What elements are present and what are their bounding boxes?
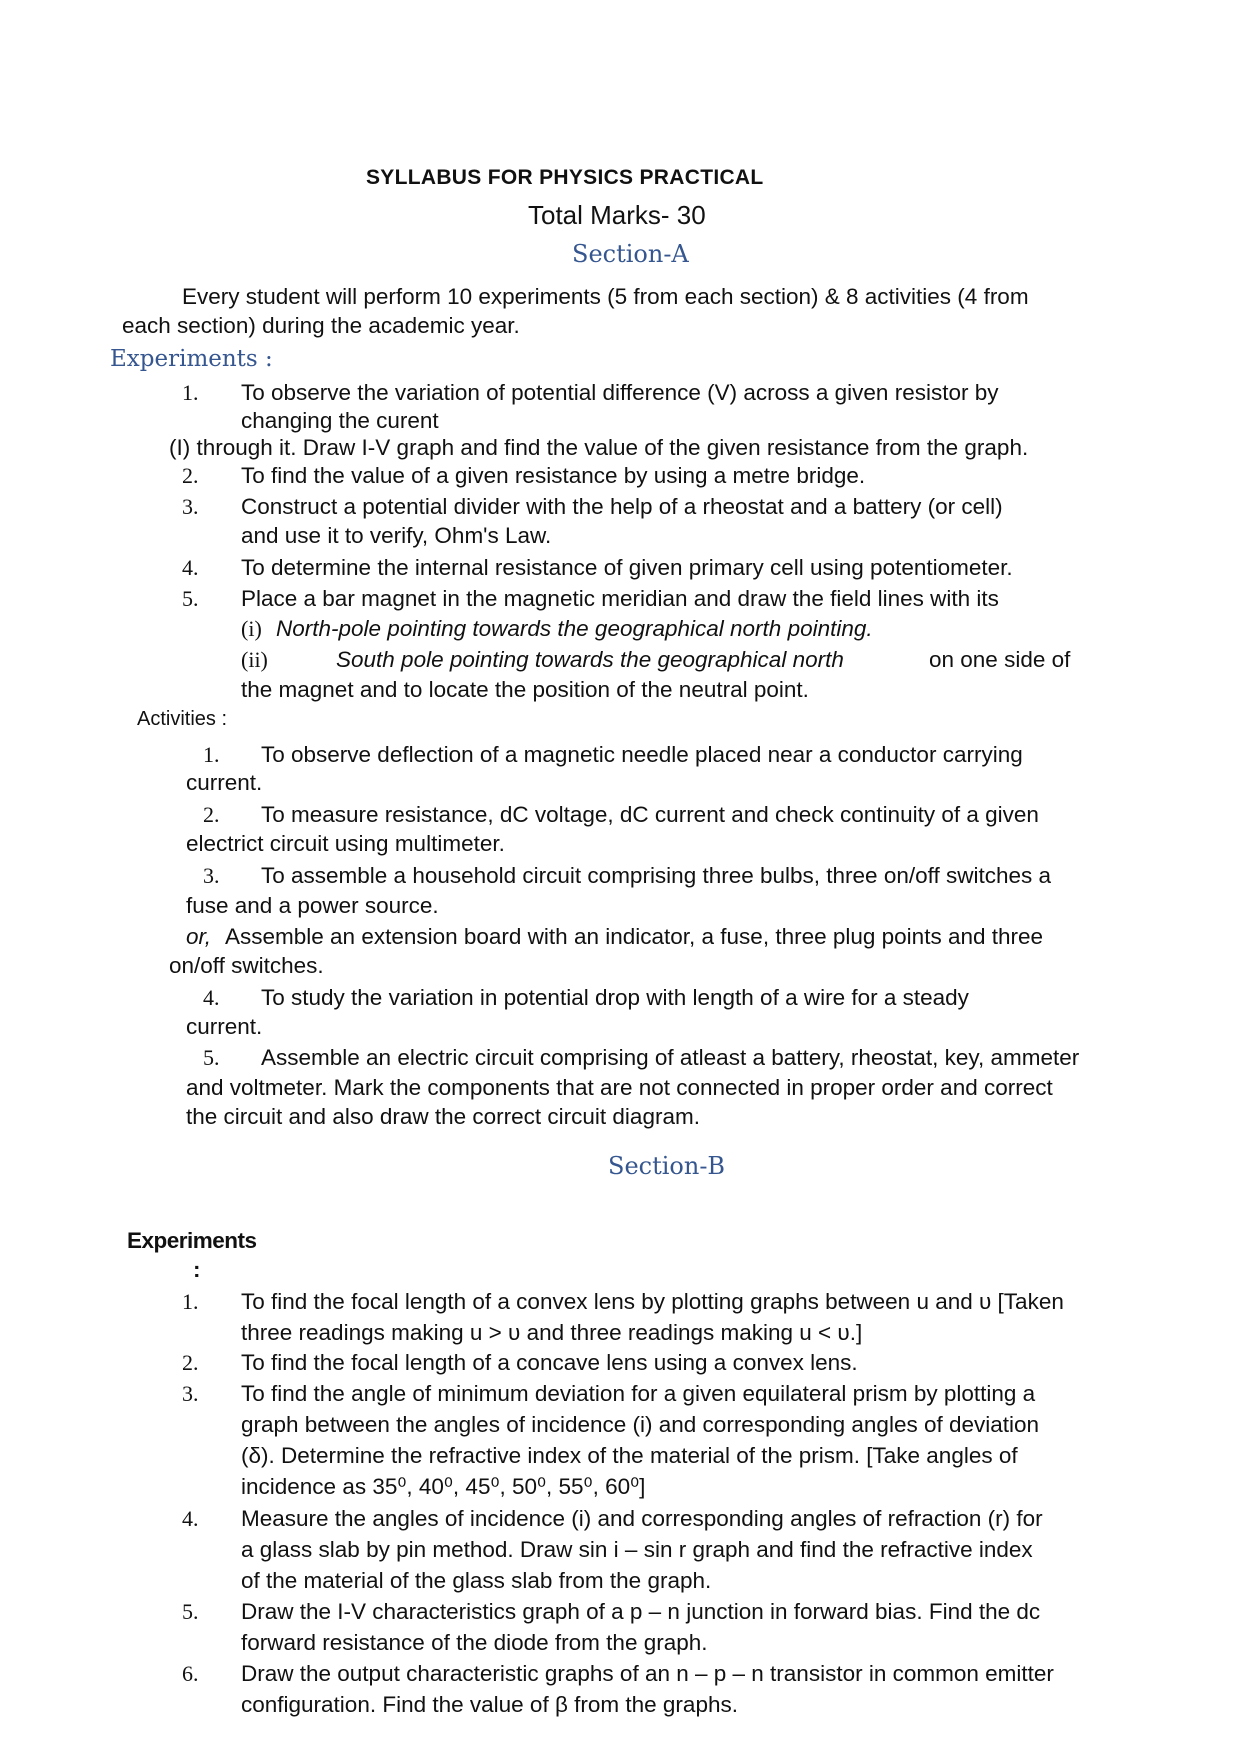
experiment-a2-line-1: To find the value of a given resistance by using a metre bridge. (241, 463, 866, 488)
experiment-a5-number: 5. (182, 586, 199, 611)
activity-1-number: 1. (203, 742, 220, 767)
experiment-a5-sub-ii-number: (ii) (241, 647, 268, 672)
experiment-a3-line-2: and use it to verify, Ohm's Law. (241, 523, 552, 548)
activity-5-line-2: and voltmeter. Mark the components that are not connected in proper order and correct (186, 1075, 1053, 1100)
experiment-b1-line-1: To find the focal length of a convex lens by plotting graphs between u and υ [Taken (241, 1289, 1064, 1314)
experiment-b4-line-2: a glass slab by pin method. Draw sin i – sin r graph and find the refractive index (241, 1537, 1033, 1562)
activity-3-or-line-1: Assemble an extension board with an indicator, a fuse, three plug points and three (225, 924, 1044, 949)
activity-1-line-2: current. (186, 770, 263, 795)
section-a-heading: Section-A (572, 240, 689, 268)
activity-2-line-1: To measure resistance, dC voltage, dC current and check continuity of a given (261, 802, 1039, 827)
activity-3-line-1: To assemble a household circuit comprising three bulbs, three on/off switches a (261, 863, 1052, 888)
experiment-a5-sub-ii-rest: on one side of (929, 647, 1071, 672)
experiment-a3-line-1: Construct a potential divider with the help of a rheostat and a battery (or cell) (241, 494, 1003, 519)
activity-5-line-3: the circuit and also draw the correct circuit diagram. (186, 1104, 700, 1129)
experiment-b5-line-1: Draw the I-V characteristics graph of a p – n junction in forward bias. Find the dc (241, 1599, 1041, 1624)
activity-5-number: 5. (203, 1045, 220, 1070)
experiment-a2-number: 2. (182, 463, 199, 488)
experiment-a3-number: 3. (182, 494, 199, 519)
experiment-b3-number: 3. (182, 1381, 199, 1406)
experiment-b3-line-4: incidence as 35⁰, 40⁰, 45⁰, 50⁰, 55⁰, 60⁰] (241, 1474, 646, 1499)
experiment-a1-number: 1. (182, 380, 199, 405)
experiment-a1-line-1: To observe the variation of potential difference (V) across a given resistor by (241, 380, 999, 405)
experiment-b2-number: 2. (182, 1350, 199, 1375)
experiment-a5-sub-i-number: (i) (241, 616, 262, 641)
experiment-b5-line-2: forward resistance of the diode from the graph. (241, 1630, 708, 1655)
experiment-b4-line-3: of the material of the glass slab from the graph. (241, 1568, 712, 1593)
experiment-b1-number: 1. (182, 1289, 199, 1314)
experiment-b4-number: 4. (182, 1506, 199, 1531)
experiment-a5-sub-ii-italic: South pole pointing towards the geographical north (336, 647, 844, 672)
activity-1-line-1: To observe deflection of a magnetic needle placed near a conductor carrying (261, 742, 1023, 767)
experiment-b6-line-1: Draw the output characteristic graphs of an n – p – n transistor in common emitter (241, 1661, 1054, 1686)
experiment-a1-line-3: (I) through it. Draw I-V graph and find the value of the given resistance from the graph. (169, 435, 1029, 460)
experiment-b5-number: 5. (182, 1599, 199, 1624)
activity-4-number: 4. (203, 985, 220, 1010)
section-a-experiments-heading: Experiments : (110, 346, 273, 372)
activity-3-or-word: or, (186, 924, 212, 949)
activity-3-line-2: fuse and a power source. (186, 893, 439, 918)
page-title: SYLLABUS FOR PHYSICS PRACTICAL (366, 166, 764, 189)
section-b-experiments-colon: : (193, 1257, 201, 1282)
activity-3-or-line-2: on/off switches. (169, 953, 324, 978)
experiment-a5-line-1: Place a bar magnet in the magnetic meridian and draw the field lines with its (241, 586, 999, 611)
section-b-experiments-heading: Experiments (127, 1228, 257, 1253)
experiment-b3-line-3: (δ). Determine the refractive index of the material of the prism. [Take angles of (241, 1443, 1018, 1468)
activity-2-number: 2. (203, 802, 220, 827)
experiment-a5-sub-i: North-pole pointing towards the geographical north pointing. (276, 616, 873, 641)
experiment-b1-line-2: three readings making u > υ and three readings making u < υ.] (241, 1320, 863, 1345)
experiment-a1-line-2: changing the curent (241, 408, 439, 433)
experiment-b2-line-1: To find the focal length of a concave lens using a convex lens. (241, 1350, 858, 1375)
activity-5-line-1: Assemble an electric circuit comprising of atleast a battery, rheostat, key, ammeter (261, 1045, 1080, 1070)
activity-4-line-2: current. (186, 1014, 263, 1039)
activity-2-line-2: electrict circuit using multimeter. (186, 831, 505, 856)
activities-heading: Activities : (137, 708, 228, 730)
total-marks: Total Marks- 30 (528, 200, 706, 230)
experiment-b6-number: 6. (182, 1661, 199, 1686)
experiment-a4-number: 4. (182, 555, 199, 580)
intro-line-2: each section) during the academic year. (122, 313, 520, 338)
experiment-b3-line-1: To find the angle of minimum deviation for a given equilateral prism by plotting a (241, 1381, 1036, 1406)
experiment-b4-line-1: Measure the angles of incidence (i) and corresponding angles of refraction (r) for (241, 1506, 1043, 1531)
experiment-a4-line-1: To determine the internal resistance of given primary cell using potentiometer. (241, 555, 1013, 580)
section-b-heading: Section-B (608, 1152, 726, 1180)
experiment-b3-line-2: graph between the angles of incidence (i) and corresponding angles of deviation (241, 1412, 1040, 1437)
experiment-b6-line-2: configuration. Find the value of β from the graphs. (241, 1692, 738, 1717)
activity-4-line-1: To study the variation in potential drop with length of a wire for a steady (261, 985, 969, 1010)
experiment-a5-line-last: the magnet and to locate the position of the neutral point. (241, 677, 809, 702)
intro-line-1: Every student will perform 10 experiments (5 from each section) & 8 activities (4 from (182, 284, 1029, 309)
activity-3-number: 3. (203, 863, 220, 888)
